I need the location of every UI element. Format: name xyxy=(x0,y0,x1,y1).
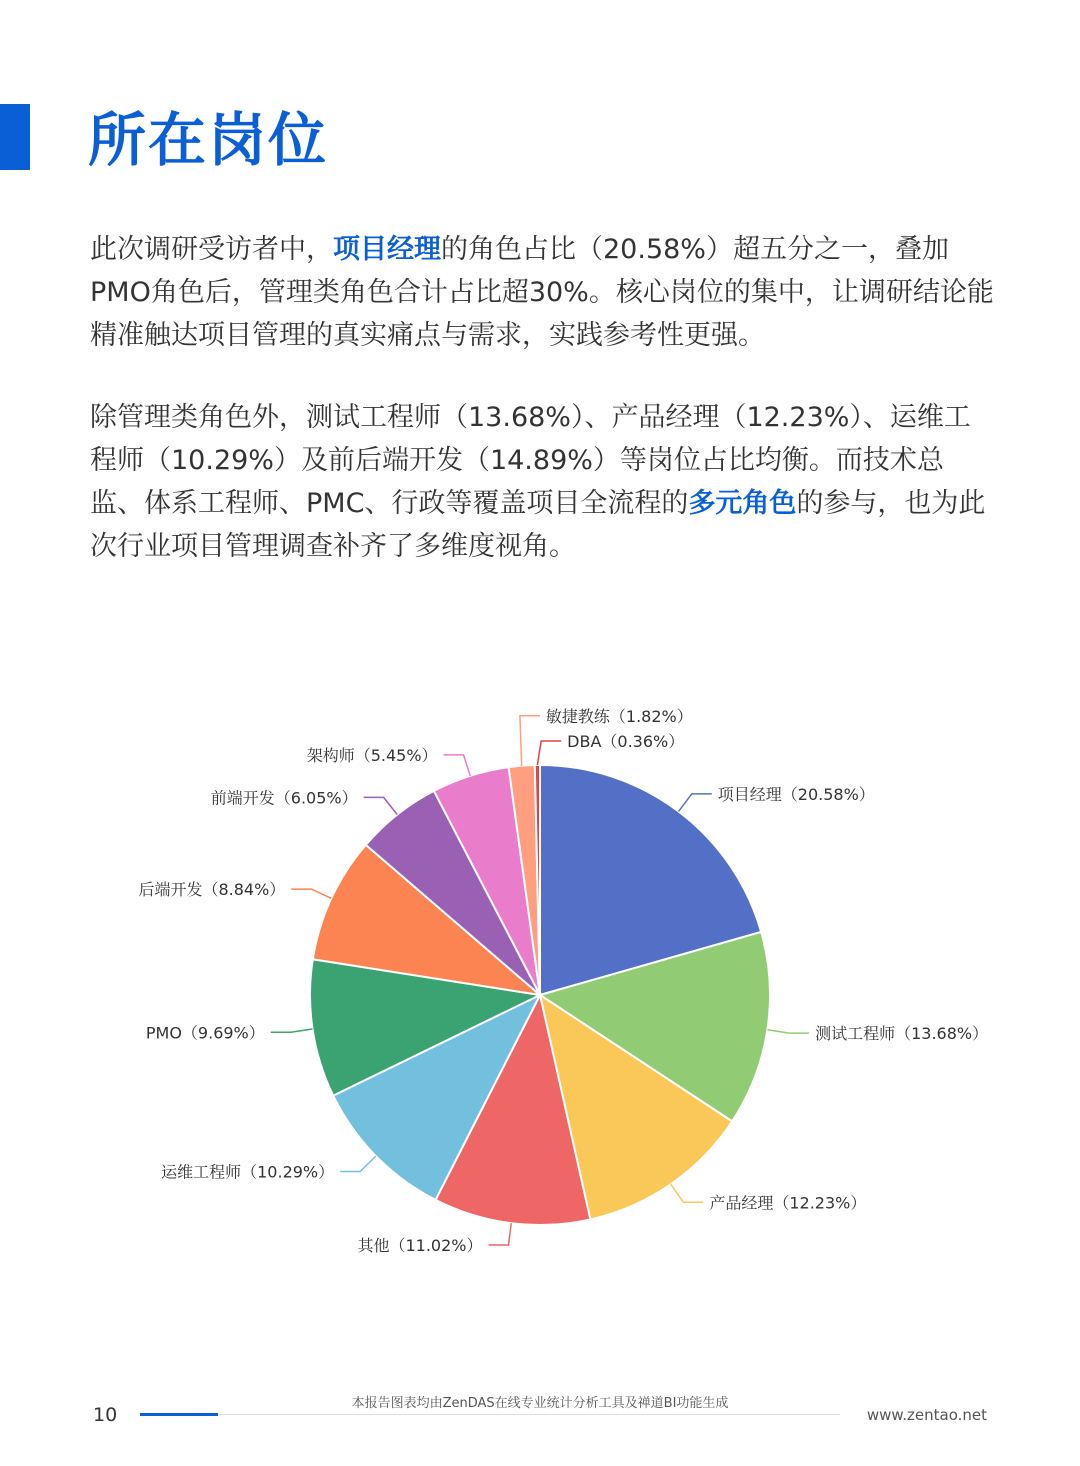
pie-label: 架构师（5.45%） xyxy=(306,745,438,765)
pie-leader-line xyxy=(537,741,561,765)
pie-leader-line xyxy=(671,1184,704,1202)
pie-leader-line xyxy=(679,794,712,812)
pie-leader-line xyxy=(340,1156,376,1171)
pie-label: 后端开发（8.84%） xyxy=(138,880,286,900)
intro-paragraph-2 xyxy=(90,396,995,568)
pie-leader-line xyxy=(291,889,331,898)
pie-label: PMO（9.69%） xyxy=(145,1023,265,1043)
intro-paragraph-1 xyxy=(90,228,995,357)
footer-note: 本报告图表均由ZenDAS在线专业统计分析工具及禅道BI功能生成 xyxy=(351,1396,729,1411)
pie-leader-line xyxy=(444,755,471,776)
page-number: 10 xyxy=(93,1404,118,1426)
footer-divider xyxy=(140,1414,840,1415)
p1-highlight: 项目经理 xyxy=(333,234,441,265)
pie-leader-line xyxy=(364,797,398,814)
pie-label: 敏捷教练（1.82%） xyxy=(545,706,693,726)
pie-label: 项目经理（20.58%） xyxy=(717,784,875,804)
pie-leader-line xyxy=(488,1223,511,1245)
p2-text-end: 的参与，也为此次行业项目管理调查补齐了多维度视角。 xyxy=(90,488,986,562)
pie-label: DBA（0.36%） xyxy=(567,732,685,752)
pie-label: 测试工程师（13.68%） xyxy=(815,1024,989,1044)
p2-text-start: 除管理类角色外，测试工程师（13.68%）、产品经理（12.23%）、运维工程师（10.29%）及前后端开发（14.89%）等岗位占比均衡。而技术总监、体系工程师、PMC、行政等覆盖项目全流程的 xyxy=(90,402,971,519)
p2-highlight: 多元角色 xyxy=(688,488,797,519)
pie-label: 其他（11.02%） xyxy=(357,1236,483,1256)
footer-website[interactable]: www.zentao.net xyxy=(866,1406,987,1424)
pie-label: 产品经理（12.23%） xyxy=(709,1193,867,1213)
p1-text-end: 的角色占比（20.58%）超五分之一，叠加PMO角色后，管理类角色合计占比超30%。核心岗位的集中，让调研结论能精准触达项目管理的真实痛点与需求，实践参考性更强。 xyxy=(90,234,994,351)
p1-text-start: 此次调研受访者中， xyxy=(90,234,333,265)
pie-label: 前端开发（6.05%） xyxy=(210,788,358,808)
title-accent-bar xyxy=(0,104,30,170)
role-pie-chart xyxy=(0,680,1080,1280)
pie-leader-line xyxy=(767,1030,809,1033)
page-title: 所在岗位 xyxy=(88,106,329,174)
pie-leader-line xyxy=(520,716,540,766)
pie-label: 运维工程师（10.29%） xyxy=(161,1162,335,1182)
pie-leader-line xyxy=(271,1029,313,1032)
footer-divider-accent xyxy=(140,1413,218,1416)
